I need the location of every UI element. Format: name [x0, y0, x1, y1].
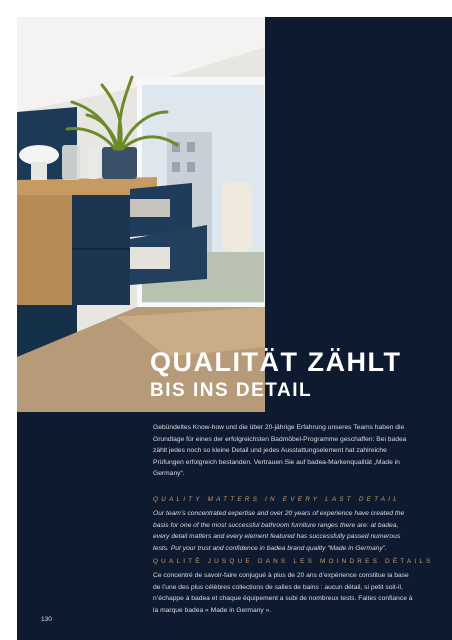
english-heading: QUALITY MATTERS IN EVERY LAST DETAIL	[153, 496, 400, 503]
headline: QUALITÄT ZÄHLT	[150, 347, 402, 377]
page-number: 130	[41, 616, 52, 623]
subheadline: BIS INS DETAIL	[150, 380, 313, 401]
brochure-page	[17, 17, 452, 640]
german-paragraph: Gebündeltes Know-how und die über 20-jährige Erfahrung unseres Teams haben die Grundlage für eines der erfolgreichsten Badmöbel-Programme geschaffen: Bei badea zählt jedes noch so kleine Detail und jedes Ausstattungselement hat zahlreiche Prüfungen erfolgreich bestanden. Vertrauen Sie auf badea-Markenqualität „Made in Germany“.	[153, 424, 407, 477]
english-paragraph: Our team’s concentrated expertise and over 20 years of experience have created the basis for one of the most successful bathroom furniture ranges there are: at badea, every detail matters and every element featured has successfully passed numerous tests. Put your trust and confidence in badea brand quality “Made in Germany”.	[153, 510, 405, 552]
french-paragraph: Ce concentré de savoir-faire conjugué à plus de 20 ans d’expérience constitue la base de l’une des plus célèbres collections de salles de bains : aucun détail, si petit soit-il, n’échappe à badea et chaque équipement a subi de nombreux tests. Faites confiance à la marque badea « Made in Germany ».	[153, 572, 413, 614]
french-heading: QUALITÉ JUSQUE DANS LES MOINDRES DÉTAILS	[153, 558, 434, 565]
